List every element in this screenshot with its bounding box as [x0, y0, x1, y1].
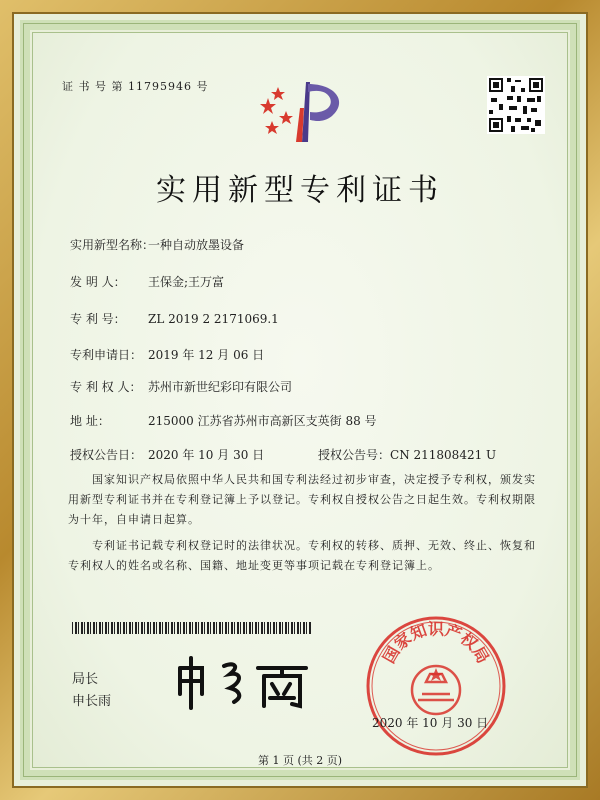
field-label: 专利申请日：	[70, 348, 143, 362]
barcode-icon	[72, 622, 312, 634]
field-patentee	[70, 378, 292, 395]
field-value: ZL 2019 2 2171069.1	[148, 312, 279, 326]
director-name: 申长雨	[72, 694, 112, 709]
director-title: 局长	[72, 672, 99, 687]
statement-paragraph-1: 国家知识产权局依照中华人民共和国专利法经过初步审查，决定授予专利权，颁发实用新型专利证书并在专利登记簿上予以登记。专利权自授权公告之日起生效。专利权期限为十年，自申请日起算。	[68, 473, 536, 526]
official-seal-icon	[362, 612, 510, 760]
field-value: 王保金;王万富	[148, 275, 225, 289]
field-value: 苏州市新世纪彩印有限公司	[148, 380, 293, 394]
field-value: CN 211808421 U	[390, 448, 497, 462]
field-label: 专 利 号：	[70, 312, 126, 326]
page-indicator: 第 1 页 (共 2 页)	[257, 754, 343, 767]
field-value: 2019 年 12 月 06 日	[148, 348, 265, 362]
field-grant-number	[318, 446, 496, 463]
field-label: 地 址：	[70, 414, 110, 428]
field-value: 2020 年 10 月 30 日	[148, 448, 265, 462]
certificate-title: 实用新型专利证书	[156, 173, 444, 208]
seal-text: 国家知识产权局	[379, 619, 493, 667]
field-application-date	[70, 346, 264, 363]
certificate-number: 证 书 号 第 11795946 号	[62, 80, 209, 93]
field-grant-date	[70, 446, 264, 463]
field-label: 专 利 权 人：	[70, 380, 142, 394]
field-utility-model-name	[70, 236, 244, 253]
signature-icon	[172, 654, 312, 710]
patent-office-logo-icon	[256, 74, 352, 146]
field-value: 一种自动放墨设备	[148, 238, 245, 252]
field-label: 实用新型名称：	[70, 238, 155, 252]
qr-code-icon	[487, 76, 545, 134]
statement-paragraph-2: 专利证书记载专利权登记时的法律状况。专利权的转移、质押、无效、终止、恢复和专利权人的姓名或名称、国籍、地址变更等事项记载在专利登记簿上。	[68, 539, 536, 572]
field-label: 发 明 人：	[70, 275, 126, 289]
seal-date: 2020 年 10 月 30 日	[372, 716, 489, 730]
field-inventors	[70, 273, 224, 290]
field-value: 215000 江苏省苏州市高新区支英街 88 号	[148, 414, 377, 428]
field-address	[70, 412, 377, 429]
svg-text:国家知识产权局	[379, 620, 493, 667]
field-patent-number	[70, 310, 279, 327]
field-label: 授权公告日：	[70, 448, 143, 462]
field-label: 授权公告号：	[318, 448, 391, 462]
